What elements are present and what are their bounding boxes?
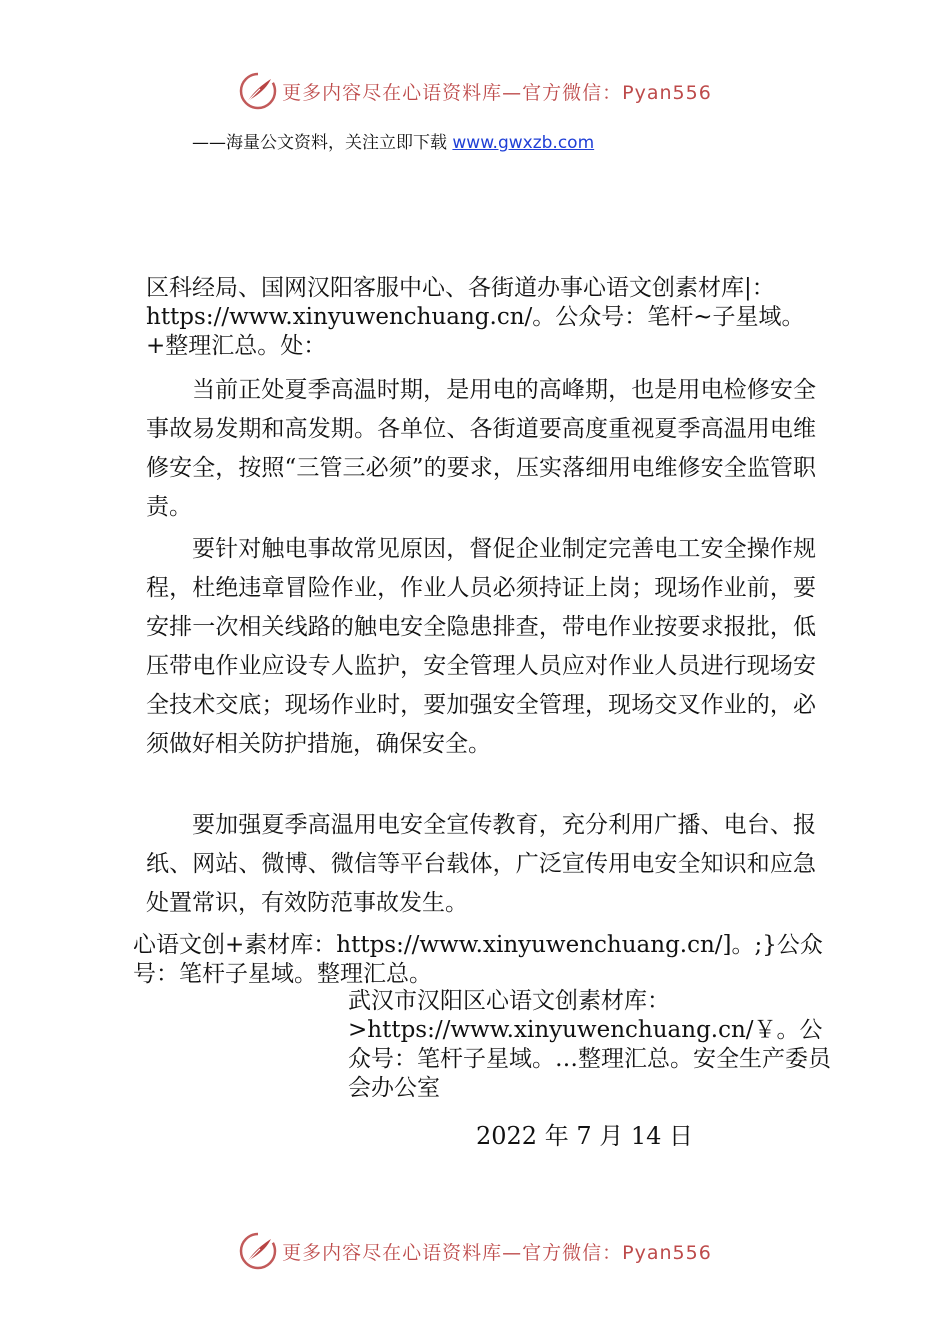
banner-text: 更多内容尽在心语资料库—官方微信：Pyan556 (282, 1241, 712, 1264)
paragraph-2 (146, 530, 816, 764)
signature-block: 武汉市汉阳区心语文创素材库：>https://www.xinyuwenchuang.cn/￥。公众号：笔杆子星域。…整理汇总。安全生产委员会办公室 (348, 988, 831, 1101)
paragraph-text: 当前正处夏季高温时期，是用电的高峰期，也是用电检修安全事故易发期和高发期。各单位、各街道要高度重视夏季高温用电维修安全，按照“三管三必须”的要求，压实落细用电维修安全监管职责。 (146, 377, 816, 520)
feather-quill-logo-icon (238, 1231, 278, 1271)
banner-text: 更多内容尽在心语资料库—官方微信：Pyan556 (282, 81, 712, 104)
document-date: 2022 年 7 月 14 日 (476, 1122, 694, 1150)
document-heading: 区科经局、国网汉阳客服中心、各街道办事心语文创素材库|：https://www.xinyuwenchuang.cn/。公众号：笔杆~子星域。+整理汇总。处： (146, 275, 805, 359)
top-banner (0, 66, 950, 116)
footer-note: 心语文创+素材库：https://www.xinyuwenchuang.cn/]。;}公众号：笔杆子星域。整理汇总。 (133, 932, 823, 987)
download-notice-text: ——海量公文资料，关注立即下载 (192, 133, 447, 153)
download-notice (192, 128, 594, 153)
feather-quill-logo-icon (238, 71, 278, 111)
paragraph-text: 要加强夏季高温用电安全宣传教育，充分利用广播、电台、报纸、网站、微博、微信等平台载体，广泛宣传用电安全知识和应急处置常识，有效防范事故发生。 (146, 812, 816, 916)
paragraph-text: 要针对触电事故常见原因，督促企业制定完善电工安全操作规程，杜绝违章冒险作业，作业人员必须持证上岗；现场作业前，要安排一次相关线路的触电安全隐患排查，带电作业按要求报批，低压带电作业应设专人监护，安全管理人员应对作业人员进行现场安全技术交底；现场作业时，要加强安全管理，现场交叉作业的，必须做好相关防护措施，确保安全。 (146, 536, 816, 757)
bottom-banner (0, 1226, 950, 1276)
paragraph-1 (146, 371, 816, 527)
paragraph-3 (146, 806, 816, 923)
download-link[interactable]: www.gwxzb.com (452, 133, 595, 153)
